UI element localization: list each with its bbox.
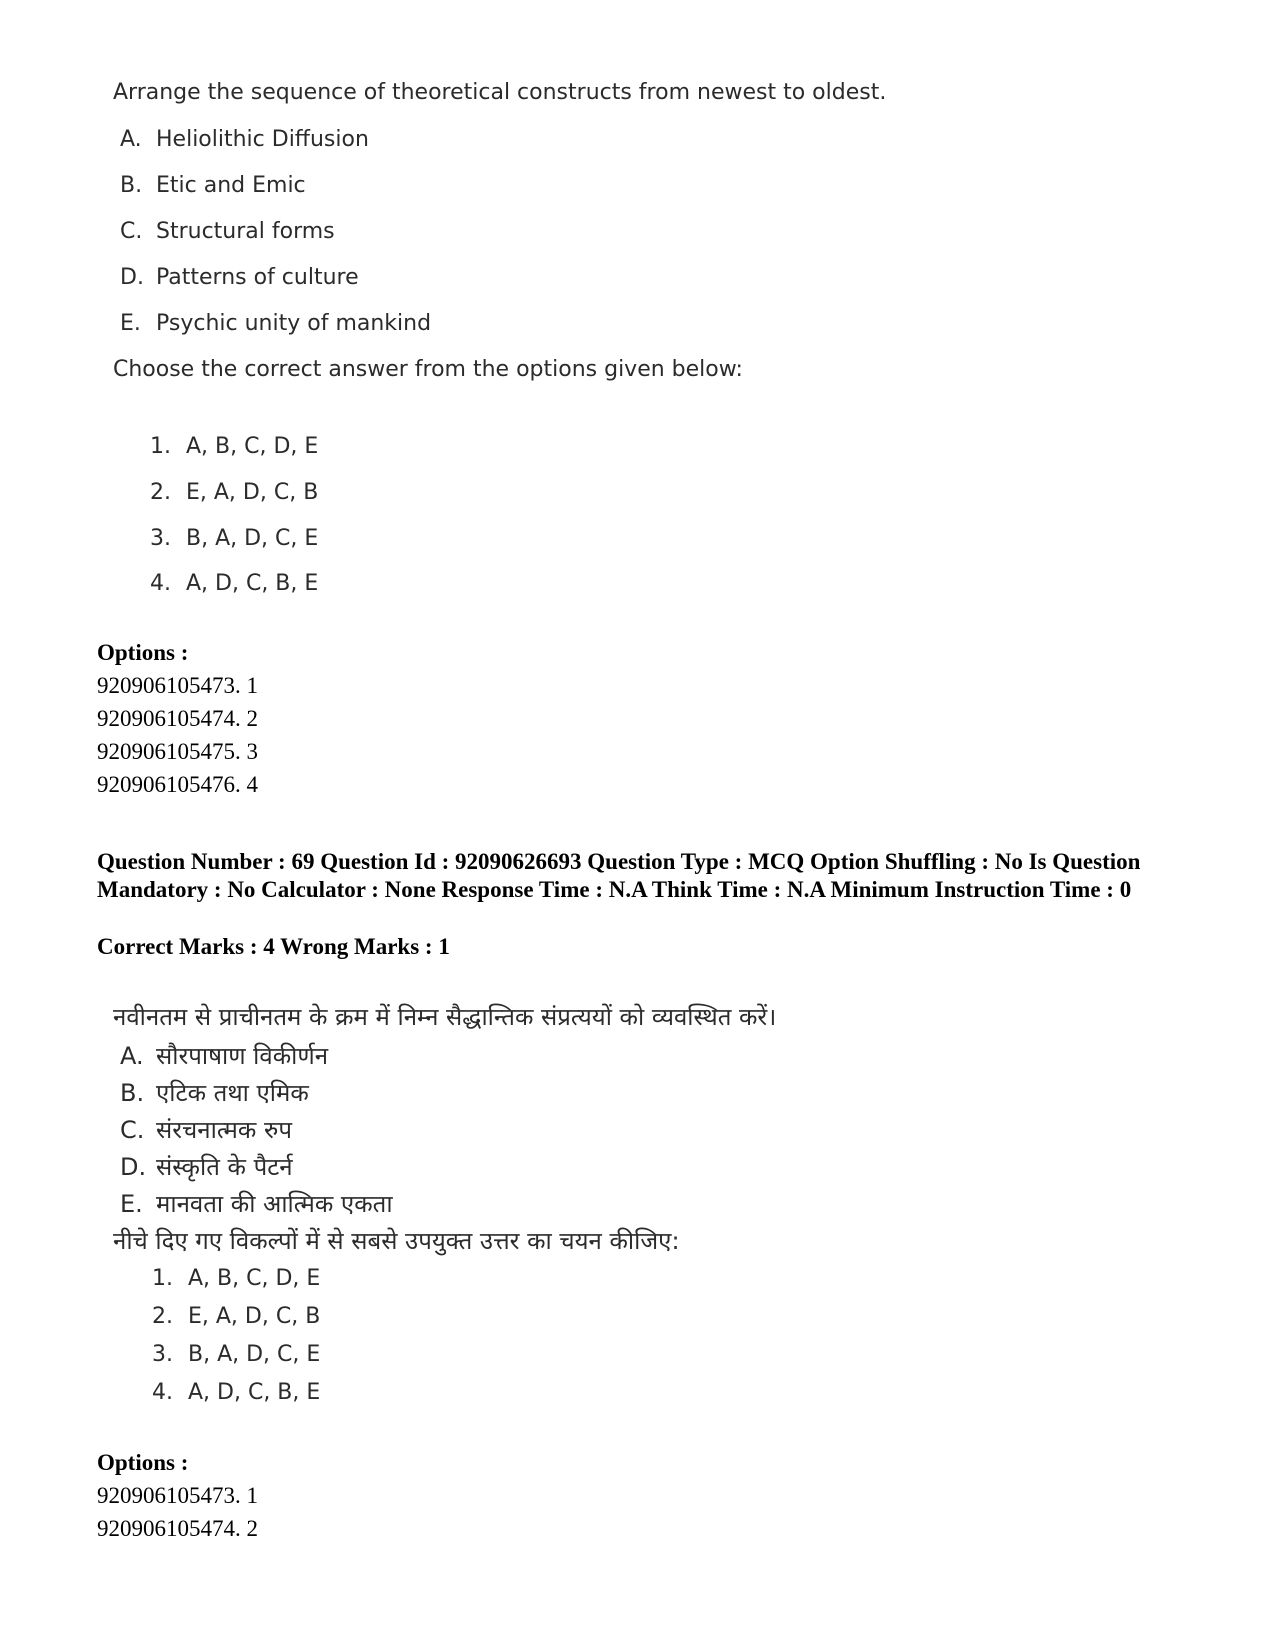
q69-option-1: 920906105473. 1 (97, 1483, 258, 1508)
q68-statement-d: D. Patterns of culture (120, 265, 359, 290)
q68-choice-3: 3. B, A, D, C, E (150, 526, 319, 551)
q68-choice-2: 2. E, A, D, C, B (150, 480, 319, 505)
q68-statement-e: E. Psychic unity of mankind (120, 311, 432, 336)
q68-option-2: 920906105474. 2 (97, 706, 258, 731)
q68-choose-text: Choose the correct answer from the options given below: (113, 357, 743, 382)
q69-choice-4: 4. A, D, C, B, E (152, 1380, 321, 1405)
q69-choice-1: 1. A, B, C, D, E (152, 1266, 321, 1291)
q68-choice-4: 4. A, D, C, B, E (150, 571, 319, 596)
q69-statement-d: D. संस्कृति के पैटर्न (120, 1153, 293, 1181)
q69-options-label: Options : (97, 1450, 189, 1475)
q68-statement-b: B. Etic and Emic (120, 173, 306, 198)
q69-statement-b: B. एटिक तथा एमिक (120, 1079, 309, 1107)
q68-option-4: 920906105476. 4 (97, 772, 258, 797)
q69-choice-3: 3. B, A, D, C, E (152, 1342, 321, 1367)
q68-question-text: Arrange the sequence of theoretical constructs from newest to oldest. (113, 80, 887, 105)
q69-choice-2: 2. E, A, D, C, B (152, 1304, 321, 1329)
q69-statement-a: A. सौरपाषाण विकीर्णन (120, 1042, 329, 1070)
q69-meta: Question Number : 69 Question Id : 92090626693 Question Type : MCQ Option Shuffling : No Is Question Mandatory : No Calculator : None Response Time : N.A Think Time : N.A Minimum Instruction Time : 0 (97, 849, 1141, 902)
q68-option-3: 920906105475. 3 (97, 739, 258, 764)
q68-options-label: Options : (97, 640, 189, 665)
q69-option-2: 920906105474. 2 (97, 1516, 258, 1541)
q68-statement-a: A. Heliolithic Diffusion (120, 127, 369, 152)
q68-option-1: 920906105473. 1 (97, 673, 258, 698)
q68-statement-c: C. Structural forms (120, 219, 335, 244)
q69-choose-text: नीचे दिए गए विकल्पों में से सबसे उपयुक्त उत्तर का चयन कीजिए: (113, 1227, 680, 1255)
q69-question-text: नवीनतम से प्राचीनतम के क्रम में निम्न सैद्धान्तिक संप्रत्ययों को व्यवस्थित करें। (113, 1003, 777, 1031)
q69-statement-c: C. संरचनात्मक रुप (120, 1116, 292, 1144)
q69-statement-e: E. मानवता की आत्मिक एकता (120, 1190, 393, 1218)
q69-marks: Correct Marks : 4 Wrong Marks : 1 (97, 934, 450, 959)
q68-choice-1: 1. A, B, C, D, E (150, 434, 319, 459)
